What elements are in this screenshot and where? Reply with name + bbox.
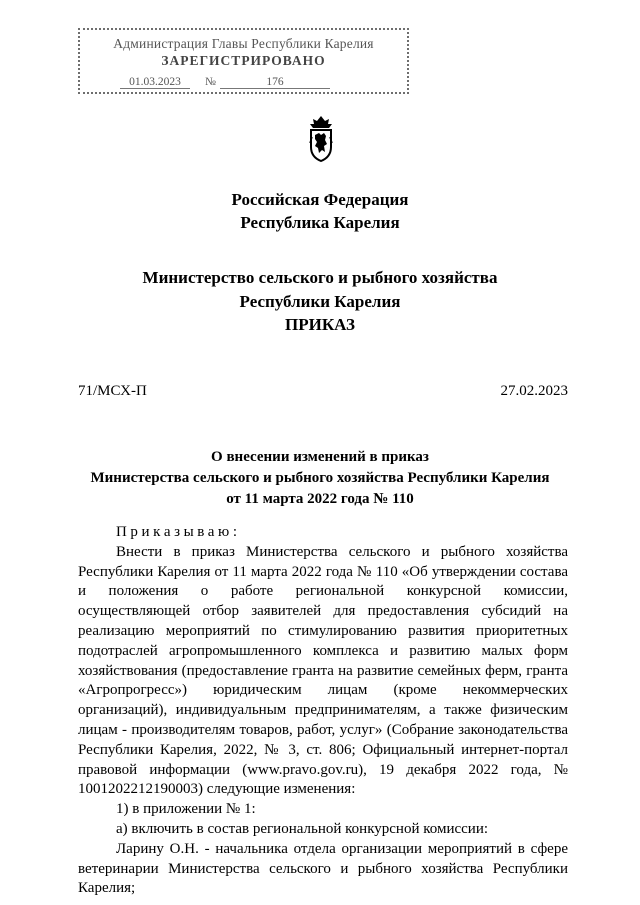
ministry-heading-line2: Республики Карелия bbox=[239, 292, 401, 311]
ministry-heading-line1: Министерство сельского и рыбного хозяйства bbox=[142, 268, 498, 287]
document-type-heading: ПРИКАЗ bbox=[285, 315, 355, 334]
document-body bbox=[78, 523, 568, 899]
stamp-number-label: № bbox=[205, 76, 216, 88]
registration-stamp bbox=[78, 28, 409, 94]
coat-of-arms-emblem-icon bbox=[306, 115, 336, 163]
stamp-number: 176 bbox=[220, 76, 330, 89]
document-date: 27.02.2023 bbox=[500, 383, 568, 399]
body-paragraph-member: Ларину О.Н. - начальника отдела организации мероприятий в сфере ветеринарии Министерства сельского и рыбного хозяйства Республики Карелия; bbox=[78, 840, 568, 897]
body-paragraph-item1: 1) в приложении № 1: bbox=[116, 801, 256, 818]
region-heading: Республика Карелия bbox=[240, 213, 400, 232]
document-title-line1: О внесении изменений в приказ bbox=[211, 449, 429, 465]
stamp-status: ЗАРЕГИСТРИРОВАНО bbox=[161, 53, 326, 68]
country-heading: Российская Федерация bbox=[231, 190, 409, 209]
body-paragraph-subitem-a: а) включить в состав региональной конкурсной комиссии: bbox=[116, 820, 489, 837]
document-title-line3: от 11 марта 2022 года № 110 bbox=[226, 491, 414, 507]
order-word: Приказываю: bbox=[116, 524, 241, 540]
document-title-line2: Министерства сельского и рыбного хозяйства Республики Карелия bbox=[90, 470, 550, 486]
stamp-organization: Администрация Главы Республики Карелия bbox=[113, 36, 374, 51]
body-paragraph-main: Внести в приказ Министерства сельского и рыбного хозяйства Республики Карелия от 11 марта 2022 года № 110 «Об утверждении состава и положения о работе региональной конкурсной комиссии, осуществляющей отбор заявителей для предоставления субсидий на реализацию мероприятий по стимулированию развития приоритетных подотраслей агропромышленного комплекса и развитию малых форм хозяйствования (предоставление гранта на развитие семейных ферм, гранта «Агропрогресс») юридическим лицам (кроме некоммерческих организаций), индивидуальным предпринимателям, а также физическим лицам - производителям товаров, работ, услуг» (Собрание законодательства Республики Карелия, 2022, № 3, ст. 806; Официальный интернет-портал правовой информации (www.pravo.gov.ru), 19 декабря 2022 года, № 1001202212190003) следующие изменения: bbox=[78, 543, 568, 798]
stamp-registration-line bbox=[80, 76, 407, 92]
stamp-date: 01.03.2023 bbox=[120, 76, 190, 89]
document-number: 71/МСХ-П bbox=[78, 383, 147, 399]
